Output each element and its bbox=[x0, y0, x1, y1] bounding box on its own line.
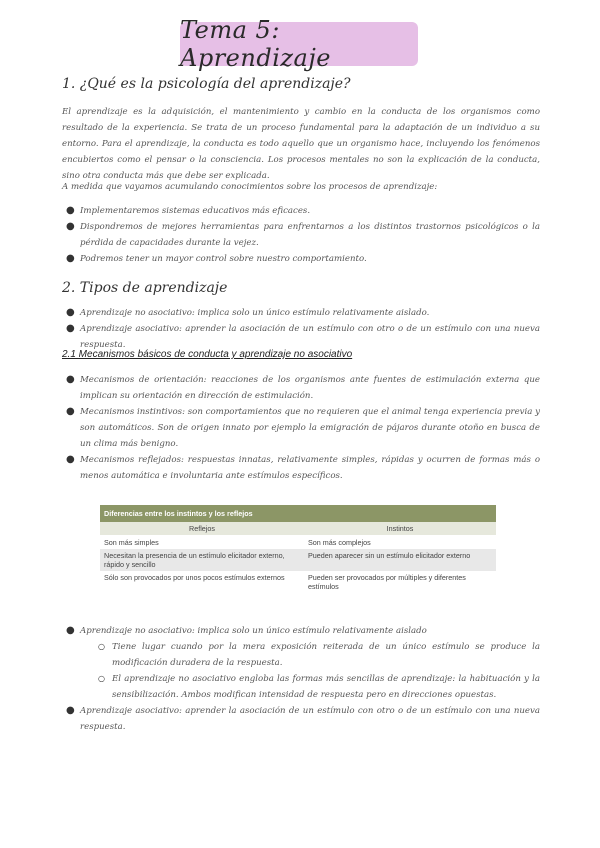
bullet-icon: ● bbox=[66, 221, 75, 232]
list-item: ● Aprendizaje no asociativo: implica solo un único estímulo relativamente aislado ○ Tiene lugar cuando por la mera exposición reiterada de un único estímulo se produce la modificación duradera de la respuesta. ○ El aprendizaje no asociativo engloba las formas más sencillas de aprendizaje: la habituación y la sensibilización. Ambos modifican intensidad de respuesta pero en direcciones opuestas. bbox=[62, 623, 540, 703]
list-item: ● Mecanismos instintivos: son comportamientos que no requieren que el animal tenga experiencia previa y son automáticos. Son de origen innato por ejemplo la emigración de pájaros durante otoño en busca de un clima más benigno. bbox=[66, 406, 540, 449]
comparison-table bbox=[100, 505, 496, 593]
table-cell: Sólo son provocados por unos pocos estímulos externos bbox=[100, 571, 304, 593]
bullet-icon: ● bbox=[66, 705, 75, 716]
list-item: ● Aprendizaje asociativo: aprender la asociación de un estímulo con otro o de un estímulo con una nueva respuesta. bbox=[66, 705, 540, 732]
table-row bbox=[100, 536, 496, 550]
bullet-icon: ● bbox=[66, 253, 75, 264]
bullet-icon: ● bbox=[66, 374, 75, 385]
table-row bbox=[100, 571, 496, 593]
section2-heading: 2. Tipos de aprendizaje bbox=[62, 280, 228, 296]
table-header-instintos: Instintos bbox=[304, 522, 496, 536]
section1-intro: A medida que vayamos acumulando conocimientos sobre los procesos de aprendizaje: bbox=[62, 182, 438, 192]
page-title: Tema 5: Aprendizaje bbox=[180, 16, 331, 72]
bullet-icon: ● bbox=[66, 307, 75, 318]
bullet-icon: ● bbox=[66, 323, 75, 334]
bullet-icon: ● bbox=[66, 406, 75, 417]
table-row bbox=[100, 549, 496, 571]
list-item: ● Aprendizaje no asociativo: implica solo un único estímulo relativamente aislado. bbox=[62, 305, 540, 321]
bullet-icon: ● bbox=[66, 454, 75, 465]
section1-bullet-list bbox=[62, 203, 540, 267]
table-cell: Son más simples bbox=[100, 536, 304, 550]
mechanisms-bullet-list bbox=[62, 372, 540, 484]
title-banner bbox=[180, 16, 418, 72]
list-item: ● Dispondremos de mejores herramientas para enfrentarnos a los distintos trastornos psicológicos o la pérdida de capacidades durante la vejez. bbox=[66, 221, 540, 248]
table-header-reflejos: Reflejos bbox=[100, 522, 304, 536]
table-cell: Necesitan la presencia de un estímulo elicitador externo, rápido y sencillo bbox=[100, 549, 304, 571]
list-item: ● Mecanismos reflejados: respuestas innatas, relativamente simples, rápidas y ocurren de formas más o menos automática e involuntaria ante estímulos específicos. bbox=[66, 454, 540, 481]
table-cell: Pueden ser provocados por múltiples y diferentes estímulos bbox=[304, 571, 496, 593]
list-item: ● Podremos tener un mayor control sobre nuestro comportamiento. bbox=[62, 251, 540, 267]
nonassoc-sublist bbox=[98, 639, 540, 703]
learning-types-list bbox=[62, 623, 540, 735]
table-caption: Diferencias entre los instintos y los reflejos bbox=[100, 505, 496, 522]
list-item: ○ Tiene lugar cuando por la mera exposición reiterada de un único estímulo se produce la modificación duradera de la respuesta. bbox=[98, 639, 540, 671]
circle-bullet-icon: ○ bbox=[98, 674, 105, 683]
circle-bullet-icon: ○ bbox=[98, 642, 105, 651]
section1-heading: 1. ¿Qué es la psicología del aprendizaje? bbox=[62, 76, 351, 92]
subsection-heading: 2.1 Mecanismos básicos de conducta y aprendizaje no asociativo bbox=[62, 349, 353, 360]
table-cell: Son más complejos bbox=[304, 536, 496, 550]
list-item: ● Mecanismos de orientación: reacciones de los organismos ante fuentes de estimulación externa que implican su orientación en dirección de estimulación. bbox=[66, 374, 540, 401]
bullet-icon: ● bbox=[66, 625, 75, 636]
list-item: ● Aprendizaje asociativo: aprender la asociación de un estímulo con otro o de un estímulo con una nueva respuesta. bbox=[66, 323, 540, 350]
table-cell: Pueden aparecer sin un estímulo elicitador externo bbox=[304, 549, 496, 571]
list-item: ● Implementaremos sistemas educativos más eficaces. bbox=[62, 203, 540, 219]
bullet-icon: ● bbox=[66, 205, 75, 216]
section1-paragraph: El aprendizaje es la adquisición, el mantenimiento y cambio en la conducta de los organismos como resultado de la experiencia. Se trata de un proceso fundamental para la adaptación de un individuo a su entorno. Para el aprendizaje, la conducta es todo aquello que un organismo hace, incluyendo los fenómenos encubiertos como el pensar o la consciencia. Los procesos mentales no son la explicación de la conducta, sino otra conducta más que debe ser explicada. bbox=[62, 107, 540, 181]
section2-bullet-list bbox=[62, 305, 540, 353]
list-item: ○ El aprendizaje no asociativo engloba las formas más sencillas de aprendizaje: la habituación y la sensibilización. Ambos modifican intensidad de respuesta pero en direcciones opuestas. bbox=[98, 671, 540, 703]
